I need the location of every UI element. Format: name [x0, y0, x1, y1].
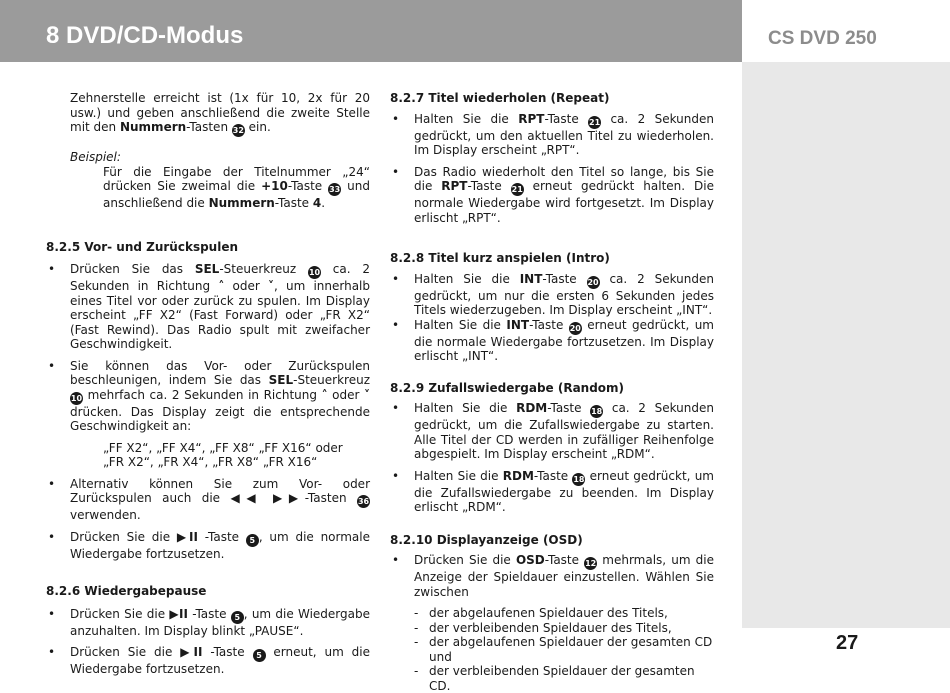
play-pause-icon: ▶II — [176, 529, 198, 544]
chevron-up-icon: ˄ — [218, 279, 225, 293]
key-number-badge: 5 — [246, 534, 259, 547]
section-heading-826: 8.2.6 Wiedergabepause — [46, 584, 207, 598]
bullet-item: • Halten Sie die RPT-Taste 21 ca. 2 Sekunden gedrückt, um den aktuellen Titel zu wiederholen. Im Display erscheint „RPT“. — [392, 111, 714, 157]
bullet-item: • Das Radio wiederholt den Titel so lange, bis Sie die RPT-Taste 21 erneut gedrückt halten. Die normale Wiedergabe wird fortgesetzt. Im Display erlischt „RPT“. — [392, 164, 714, 225]
example-label: Beispiel: — [70, 150, 121, 164]
intro-paragraph: Zehnerstelle erreicht ist (1x für 10, 2x für 20 usw.) und geben anschließend die zweite Stelle mit den Nummern-Tasten 32 ein. — [70, 91, 370, 135]
left-column — [46, 91, 370, 677]
section-heading-827: 8.2.7 Titel wiederholen (Repeat) — [390, 91, 610, 105]
play-pause-icon: ▶II — [180, 645, 203, 659]
key-number-badge: 33 — [329, 185, 341, 194]
speed-list-line: „FR X2“, „FR X4“, „FR X8“ „FR X16“ — [103, 455, 318, 469]
sidebar-panel — [742, 62, 950, 628]
key-number-badge: 20 — [587, 277, 599, 287]
chevron-up-icon: ˄ — [321, 387, 328, 402]
bullet-item: • Drücken Sie die ▶II -Taste 5 , um die Wiedergabe anzuhalten. Im Display blinkt „PAUSE“. — [48, 606, 370, 638]
bullet-item: • Halten Sie die RDM-Taste 18 ca. 2 Sekunden gedrückt, um die Zufallswiedergabe zu starten. Alle Titel der CD werden in zufälliger Reihenfolge abgespielt. Im Display erscheint „RDM“. — [392, 401, 714, 461]
section-heading-829: 8.2.9 Zufallswiedergabe (Random) — [390, 380, 625, 395]
play-pause-icon: ▶II — [169, 606, 188, 621]
chevron-down-icon: ˅ — [267, 279, 274, 293]
dash-item: - der verbleibenden Spieldauer des Titels, — [414, 620, 672, 635]
key-number-badge: 10 — [70, 393, 83, 403]
skip-keys-icon: ◀◀ ▶▶ — [230, 491, 305, 505]
page-number: 27 — [836, 632, 859, 654]
bullet-item: • Drücken Sie das SEL-Steuerkreuz 10 ca. 2 Sekunden in Richtung ˄ oder ˅, um innerhalb eines Titel vor oder zurück zu spulen. Im Display erscheint „FF X2“ (Fast Forward) oder „FR X2“ (Fast Rewind). Das Radio spult mit zweifacher Geschwindigkeit. — [48, 262, 371, 351]
chevron-down-icon: ˅ — [364, 387, 370, 402]
bullet-item: • Alternativ können Sie zum Vor- oder Zurückspulen auch die ◀◀ ▶▶-Tasten 36 verwenden. — [48, 476, 370, 522]
bullet-item: • Drücken Sie die OSD-Taste 12 mehrmals, um die Anzeige der Spieldauer einzustellen. Wählen Sie zwischen — [392, 553, 714, 599]
dash-item: - der abgelaufenen Spieldauer der gesamten CD und — [414, 635, 713, 664]
key-number-badge: 21 — [511, 185, 523, 194]
example-text: Für die Eingabe der Titelnummer „24“ drücken Sie zweimal die +10-Taste 33 und anschließend die Nummern-Taste 4. — [103, 164, 370, 210]
bullet-item: • Halten Sie die INT-Taste 20 ca. 2 Sekunden gedrückt, um nur die ersten 6 Sekunden jedes Titels wiederzugeben. Im Display erscheint „INT“. — [392, 271, 714, 317]
key-number-badge: 5 — [253, 649, 266, 662]
right-column — [390, 91, 714, 693]
model-name: CS DVD 250 — [768, 28, 877, 49]
chapter-title: 8 DVD/CD-Modus — [46, 22, 244, 49]
key-number-badge: 18 — [591, 407, 603, 416]
bullet-item: • Sie können das Vor- oder Zurückspulen beschleunigen, indem Sie das SEL-Steuerkreuz 10 mehrfach ca. 2 Sekunden in Richtung ˄ oder ˅ drücken. Das Display zeigt die entsprechende Geschwindigkeit an: — [48, 358, 370, 433]
section-heading-825: 8.2.5 Vor- und Zurückspulen — [46, 239, 239, 254]
chapter-header-bar — [0, 0, 742, 62]
dash-item: - der abgelaufenen Spieldauer des Titels, — [414, 606, 668, 620]
key-number-badge: 5 — [231, 611, 244, 624]
key-number-badge: 32 — [232, 126, 244, 135]
key-number-badge: 20 — [569, 323, 581, 333]
key-number-badge: 21 — [589, 117, 601, 127]
key-number-badge: 18 — [573, 474, 585, 484]
key-number-badge: 36 — [357, 497, 370, 506]
bullet-item: • Drücken Sie die ▶II -Taste 5 erneut, um die Wiedergabe fortzusetzen. — [48, 645, 370, 676]
section-heading-828: 8.2.8 Titel kurz anspielen (Intro) — [390, 251, 610, 265]
key-number-badge: 10 — [308, 268, 321, 277]
bullet-item: • Drücken Sie die ▶II -Taste 5 , um die normale Wiedergabe fortzusetzen. — [48, 529, 370, 561]
speed-list-line: „FF X2“, „FF X4“, „FF X8“ „FF X16“ oder — [103, 440, 343, 455]
bullet-item: • Halten Sie die RDM-Taste 18 erneut gedrückt, um die Zufallswiedergabe zu beenden. Im Display erlischt „RDM“. — [392, 468, 714, 514]
key-number-badge: 12 — [585, 559, 597, 568]
dash-item: - der verbleibenden Spieldauer der gesamten CD. — [414, 664, 695, 693]
bullet-item: • Halten Sie die INT-Taste 20 erneut gedrückt, um die normale Wiedergabe fortzusetzen. Im Display erlischt „INT“. — [392, 317, 714, 363]
section-heading-8210: 8.2.10 Displayanzeige (OSD) — [390, 532, 583, 547]
